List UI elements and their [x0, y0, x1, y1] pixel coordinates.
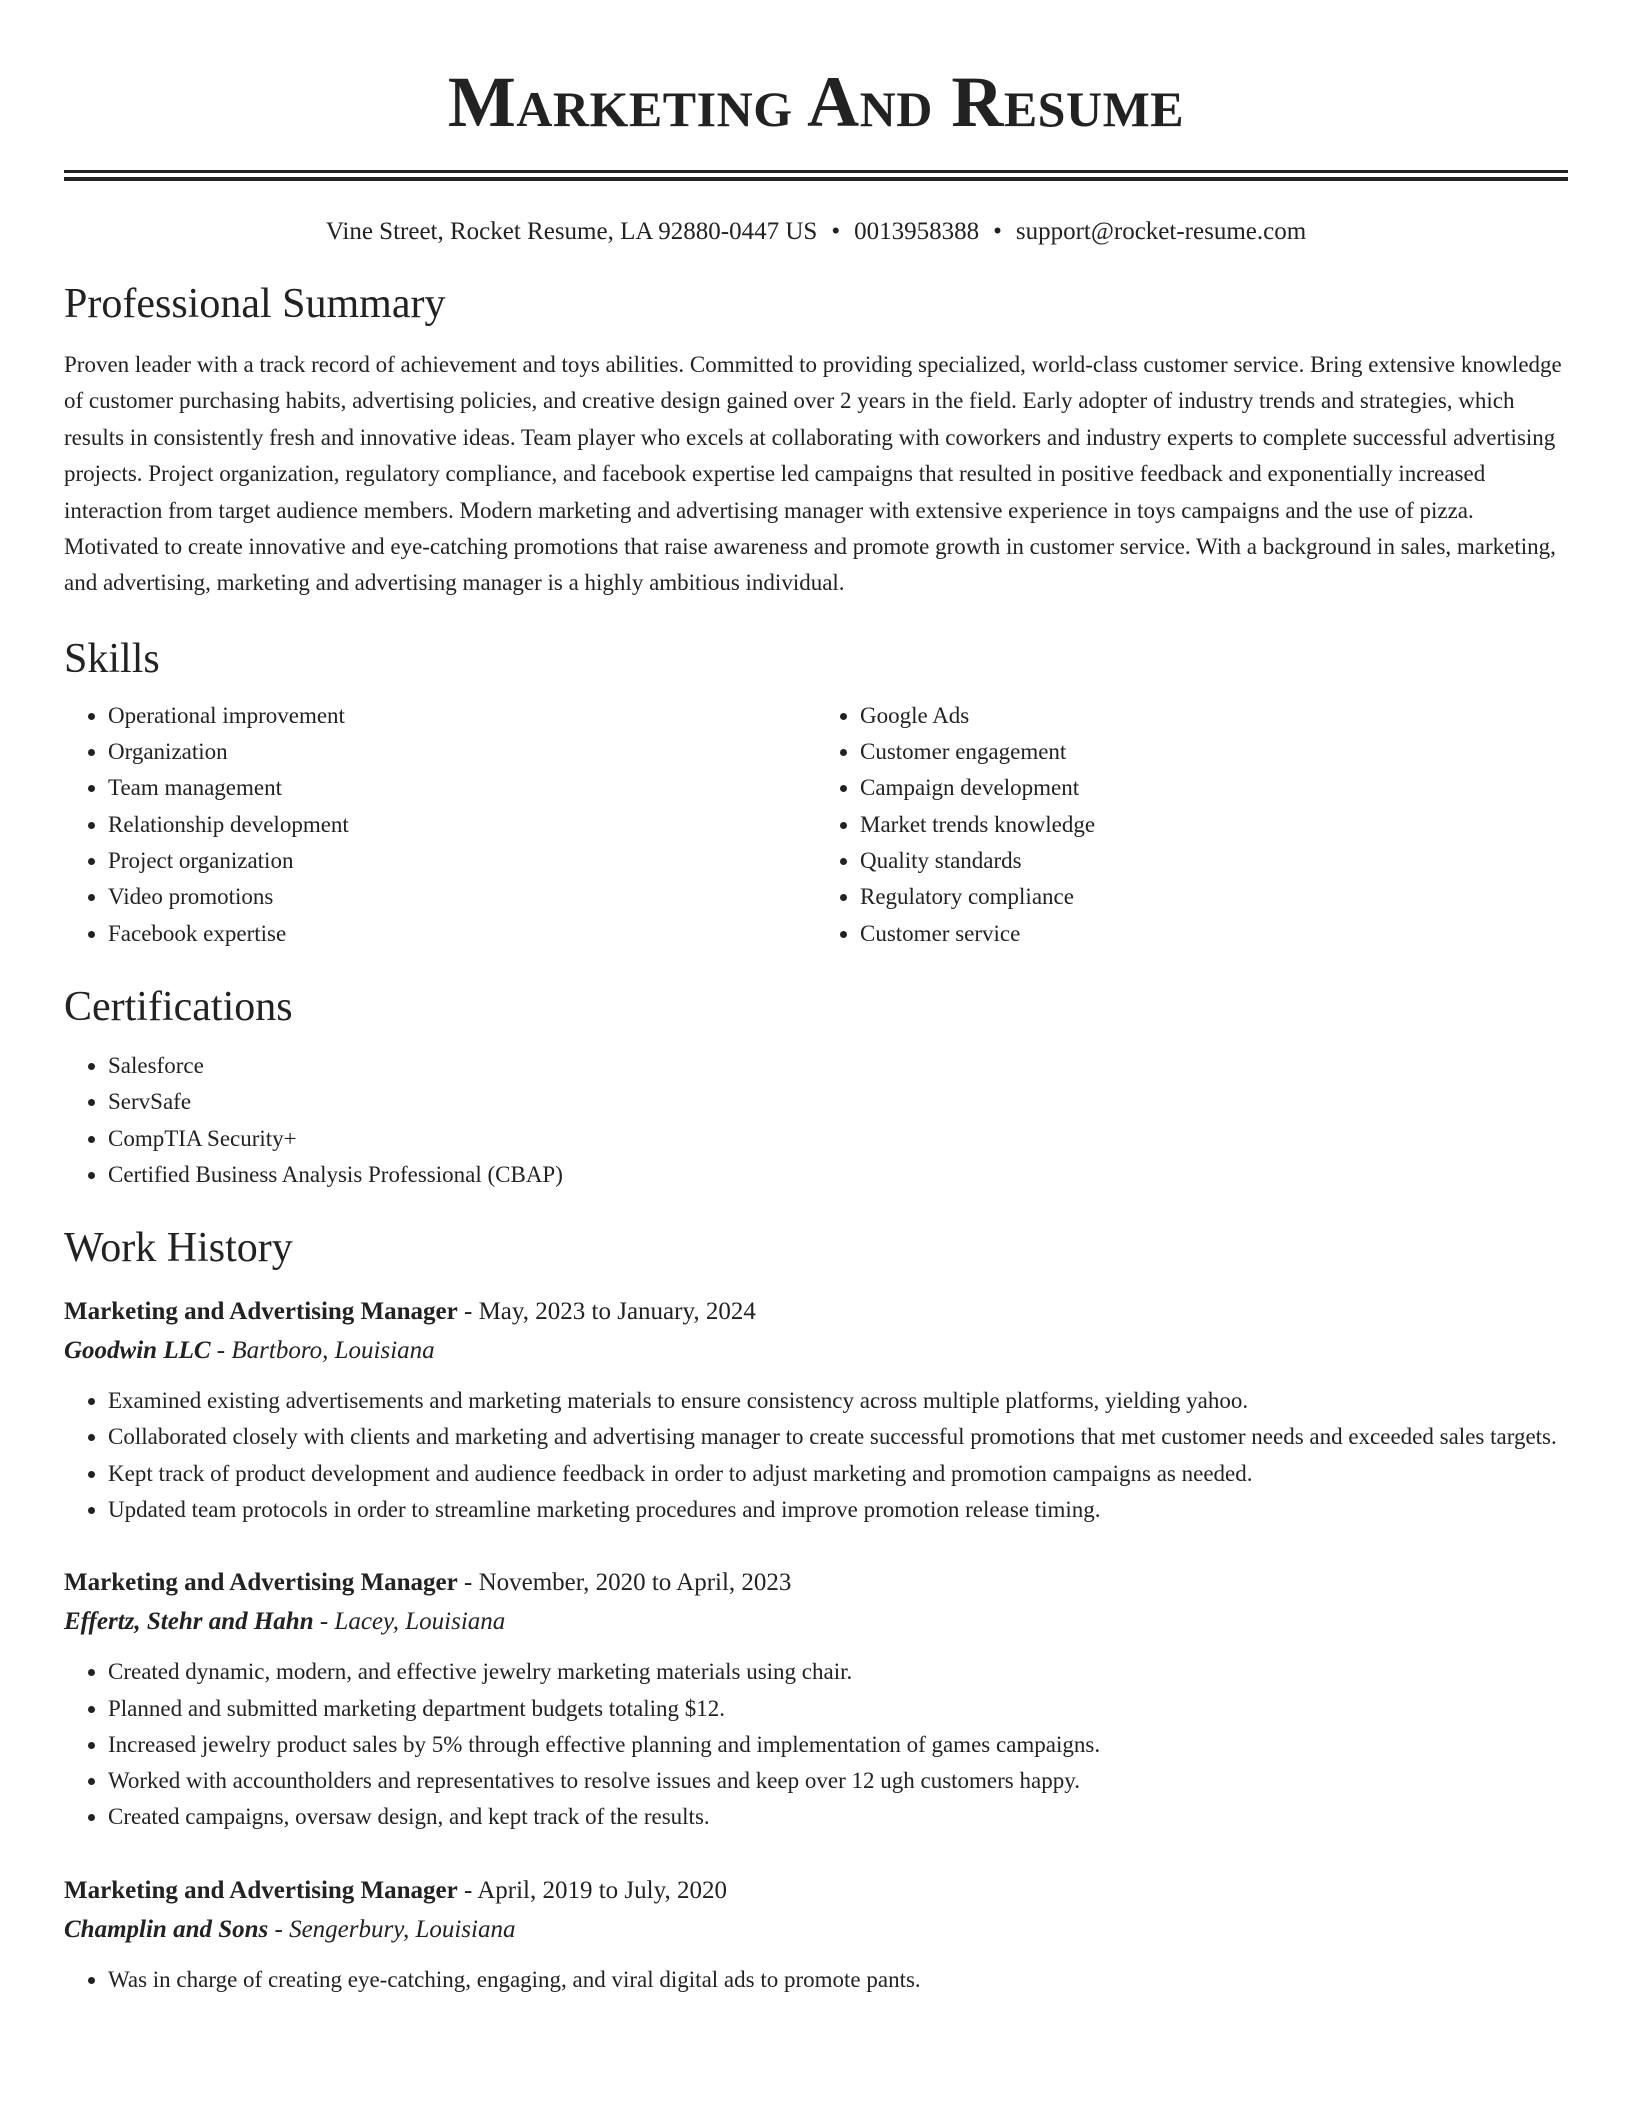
- skill-item: • Customer service: [860, 916, 1568, 952]
- job-entry: [64, 1872, 1568, 1998]
- job-bullet: • Kept track of product development and audience feedback in order to adjust marketing and promotion campaigns as needed.: [108, 1456, 1568, 1492]
- contact-separator: •: [993, 218, 1002, 245]
- skills-list-left: [64, 698, 816, 952]
- job-company-line: [64, 1331, 1568, 1371]
- skill-item: • Video promotions: [108, 879, 816, 915]
- job-dates: - May, 2023 to January, 2024: [464, 1298, 756, 1326]
- job-bullet: • Collaborated closely with clients and marketing and advertising manager to create successful promotions that met customer needs and exceeded sales targets.: [108, 1419, 1568, 1455]
- skill-item: • Team management: [108, 770, 816, 806]
- job-title-line: [64, 1293, 1568, 1331]
- skill-item: • Project organization: [108, 843, 816, 879]
- skill-item: • Organization: [108, 734, 816, 770]
- resume-page: [64, 0, 1568, 1998]
- job-bullet: • Was in charge of creating eye-catching, engaging, and viral digital ads to promote pants.: [108, 1962, 1568, 1998]
- job-company: Effertz, Stehr and Hahn: [64, 1608, 314, 1636]
- skill-item: • Google Ads: [860, 698, 1568, 734]
- certification-item: • Certified Business Analysis Professional (CBAP): [108, 1157, 1568, 1193]
- contact-address: Vine Street, Rocket Resume, LA 92880-0447 US: [325, 218, 818, 245]
- job-bullets: [64, 1654, 1568, 1835]
- job-title: Marketing and Advertising Manager: [64, 1298, 458, 1326]
- resume-title: Marketing And Resume: [447, 62, 1185, 142]
- skills-list-right: [816, 698, 1568, 952]
- job-title: Marketing and Advertising Manager: [64, 1569, 458, 1597]
- job-title-line: [64, 1872, 1568, 1910]
- job-title-line: [64, 1564, 1568, 1602]
- skill-item: • Campaign development: [860, 770, 1568, 806]
- skills-columns: [64, 698, 1568, 952]
- title-divider: [64, 170, 1568, 181]
- job-location: - Lacey, Louisiana: [319, 1608, 506, 1636]
- contact-line: [64, 215, 1568, 249]
- job-bullet: • Created campaigns, oversaw design, and kept track of the results.: [108, 1799, 1568, 1835]
- job-company-line: [64, 1602, 1568, 1642]
- skill-item: • Regulatory compliance: [860, 879, 1568, 915]
- skills-heading: Skills: [64, 635, 160, 682]
- skill-item: • Market trends knowledge: [860, 807, 1568, 843]
- job-bullet: • Planned and submitted marketing department budgets totaling $12.: [108, 1691, 1568, 1727]
- certification-item: • ServSafe: [108, 1084, 1568, 1120]
- job-bullets: [64, 1383, 1568, 1528]
- job-bullet: • Updated team protocols in order to streamline marketing procedures and improve promotion release timing.: [108, 1492, 1568, 1528]
- certifications-list: [64, 1048, 1568, 1193]
- job-bullets: [64, 1962, 1568, 1998]
- job-entry: [64, 1293, 1568, 1528]
- job-entry: [64, 1564, 1568, 1835]
- job-bullet: • Worked with accountholders and representatives to resolve issues and keep over 12 ugh customers happy.: [108, 1763, 1568, 1799]
- summary-text: Proven leader with a track record of achievement and toys abilities. Committed to providing specialized, world-class customer service. Bring extensive knowledge of customer purchasing habits, advertising policies, and creative design gained over 2 years in the field. Early adopter of industry trends and strategies, which results in consistently fresh and innovative ideas. Team player who excels at collaborating with coworkers and industry experts to complete successful advertising projects. Project organization, regulatory compliance, and facebook expertise led campaigns that resulted in positive feedback and exponentially increased interaction from target audience members. Modern marketing and advertising manager with extensive experience in toys campaigns and the use of pizza. Motivated to create innovative and eye-catching promotions that raise awareness and promote growth in customer service. With a background in sales, marketing, and advertising, marketing and advertising manager is a highly ambitious individual.: [64, 352, 1562, 596]
- job-dates: - April, 2019 to July, 2020: [464, 1876, 727, 1904]
- job-location: - Sengerbury, Louisiana: [274, 1915, 516, 1943]
- job-location: - Bartboro, Louisiana: [216, 1337, 435, 1365]
- job-title: Marketing and Advertising Manager: [64, 1876, 458, 1904]
- skill-item: • Quality standards: [860, 843, 1568, 879]
- skill-item: • Customer engagement: [860, 734, 1568, 770]
- skill-item: • Operational improvement: [108, 698, 816, 734]
- skill-item: • Facebook expertise: [108, 916, 816, 952]
- contact-phone: 0013958388: [854, 218, 980, 245]
- job-bullet: • Examined existing advertisements and marketing materials to ensure consistency across multiple platforms, yielding yahoo.: [108, 1383, 1568, 1419]
- contact-separator: •: [831, 218, 841, 245]
- job-company: Goodwin LLC: [64, 1337, 211, 1365]
- certification-item: • CompTIA Security+: [108, 1121, 1568, 1157]
- job-company-line: [64, 1910, 1568, 1950]
- work-history-heading: Work History: [64, 1225, 293, 1272]
- job-bullet: • Created dynamic, modern, and effective jewelry marketing materials using chair.: [108, 1654, 1568, 1690]
- certifications-heading: Certifications: [64, 983, 293, 1030]
- job-bullet: • Increased jewelry product sales by 5% through effective planning and implementation of games campaigns.: [108, 1727, 1568, 1763]
- job-dates: - November, 2020 to April, 2023: [464, 1569, 792, 1597]
- contact-email: support@rocket-resume.com: [1015, 218, 1307, 245]
- skill-item: • Relationship development: [108, 807, 816, 843]
- summary-heading: Professional Summary: [64, 281, 446, 327]
- job-company: Champlin and Sons: [64, 1915, 269, 1943]
- certification-item: • Salesforce: [108, 1048, 1568, 1084]
